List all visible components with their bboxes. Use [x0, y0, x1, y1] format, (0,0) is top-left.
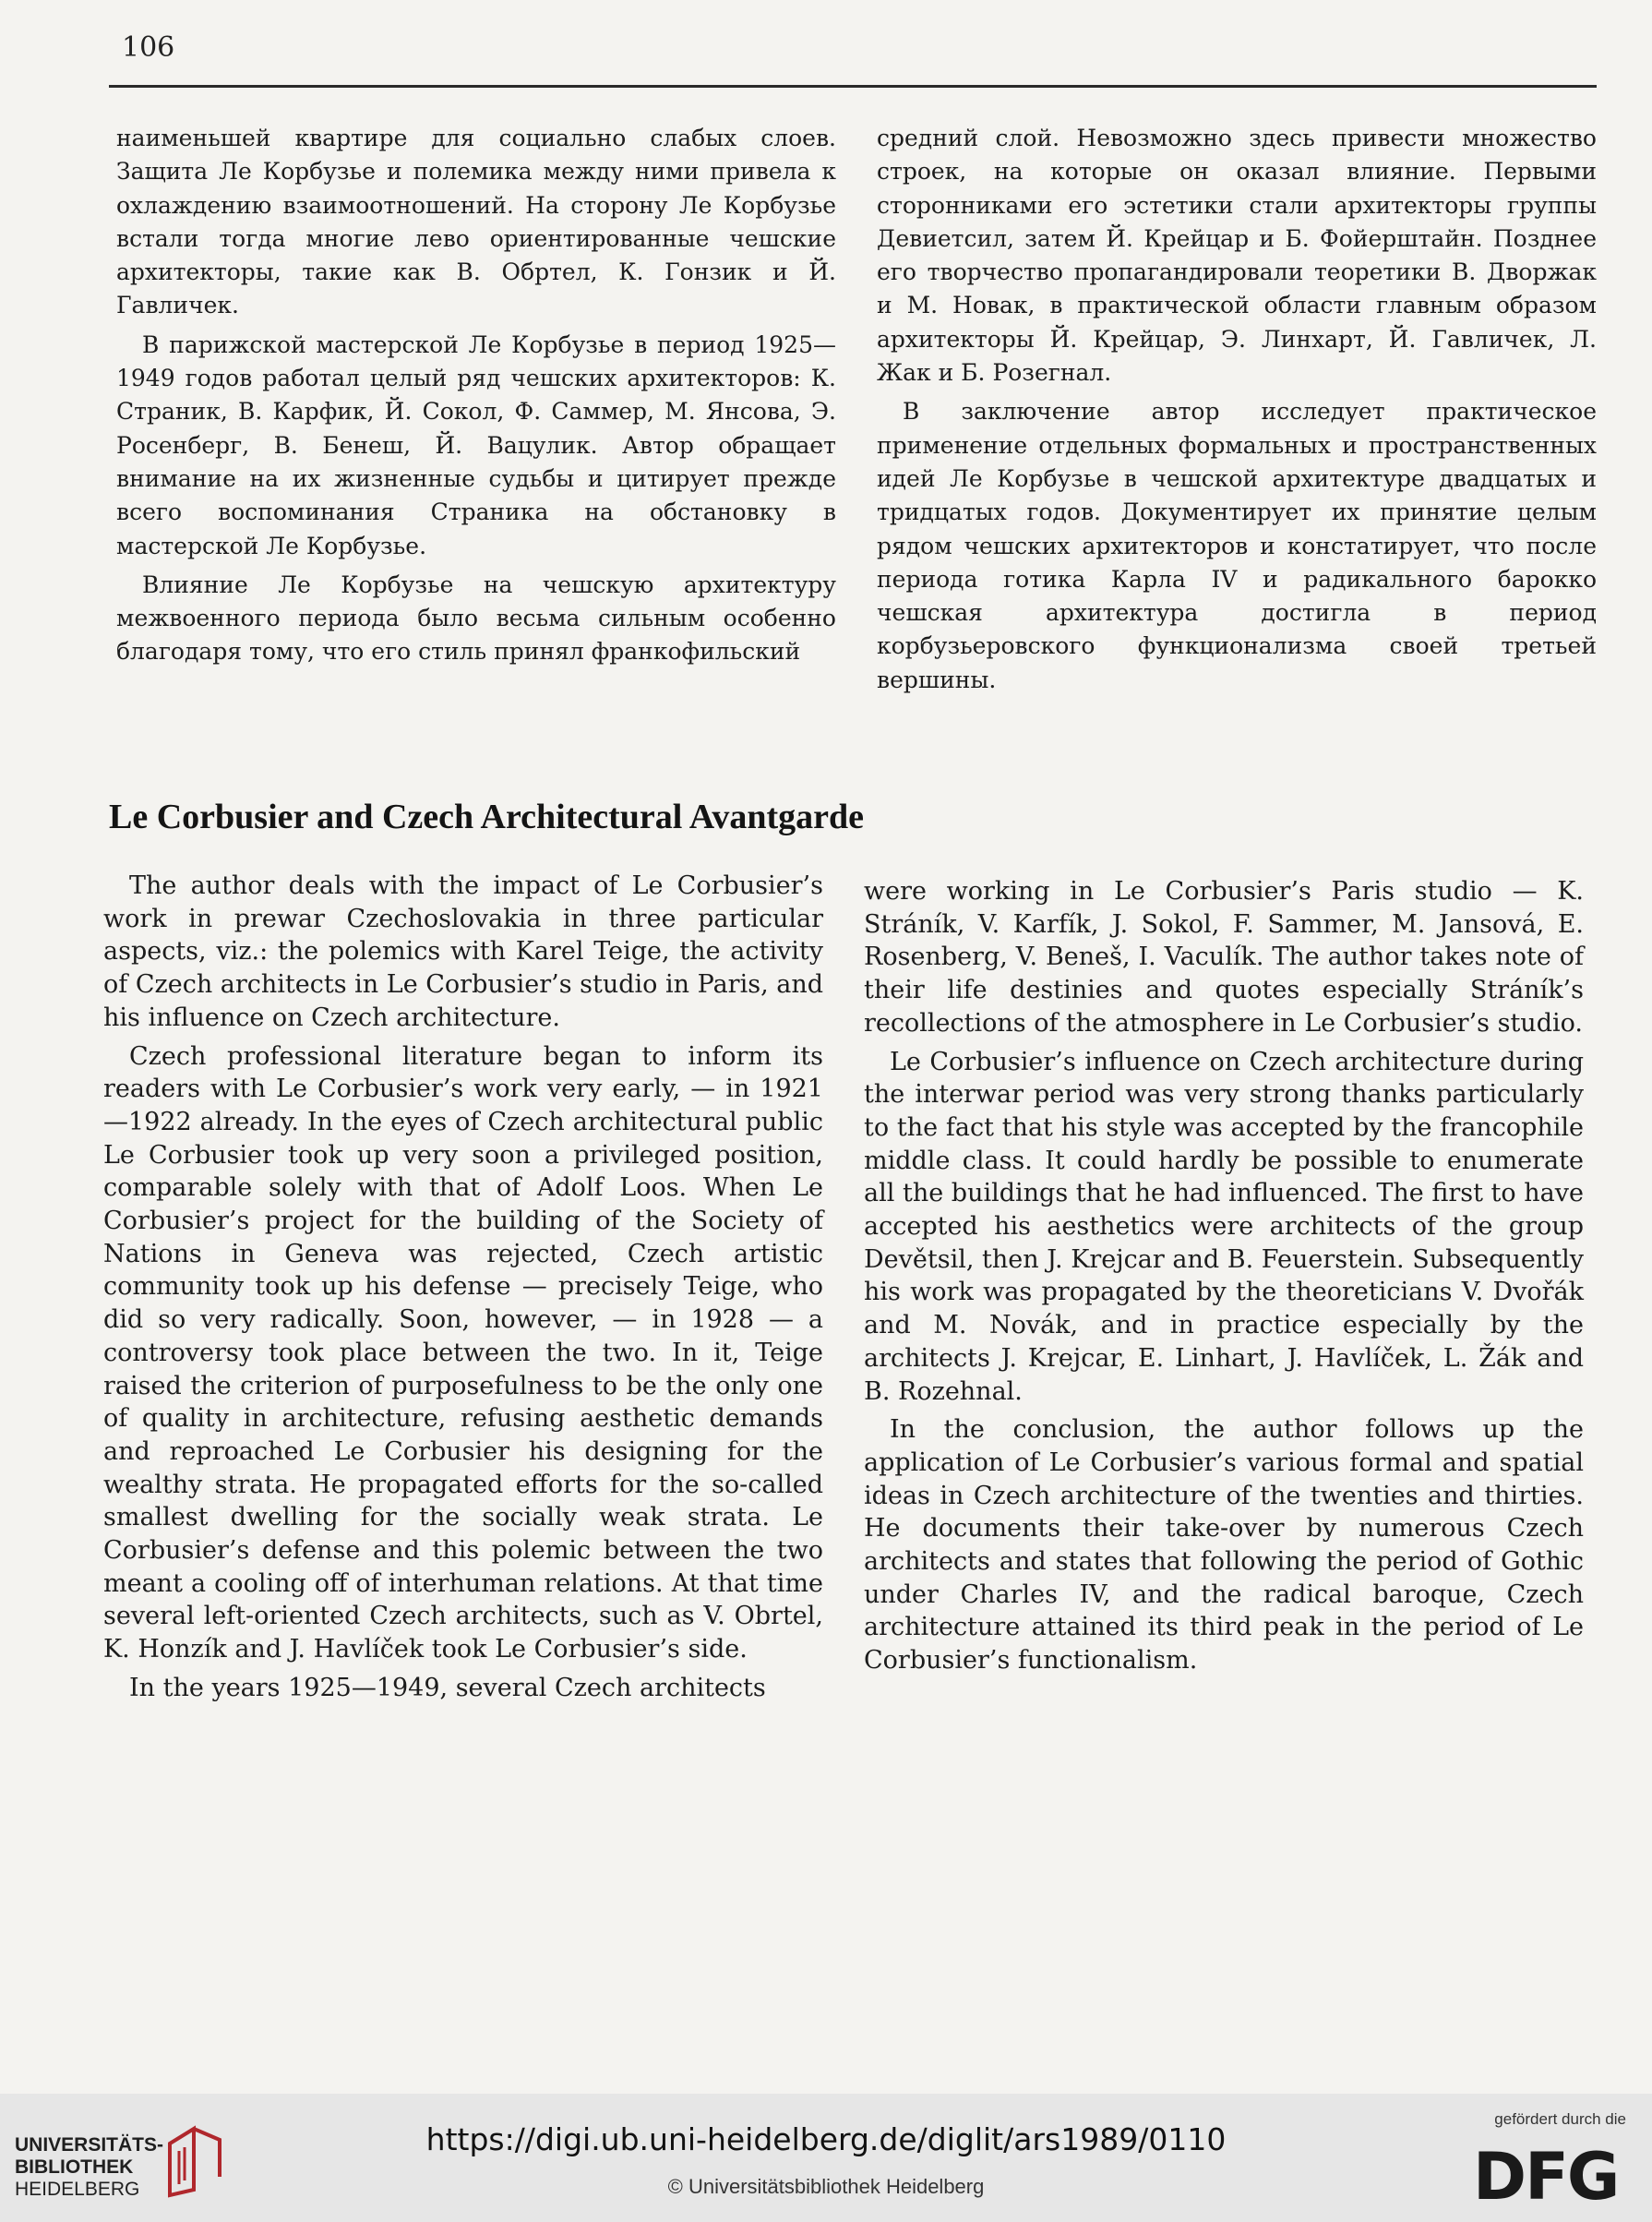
funding-caption: gefördert durch die	[1494, 2110, 1626, 2128]
article-title: Le Corbusier and Czech Architectural Avantgarde	[109, 798, 864, 837]
paragraph: средний слой. Невозможно здесь привести множество строек, на которые он оказал влияние. Первыми сторонниками его эстетики стали архитекторы группы Девиетсил, затем Й. Крейцар и Б. Фойерштайн. Позднее его творчество пропагандировали теоретики В. Дворжак и М. Новак, в практической области главным образом архитекторы Й. Крейцар, Э. Линхарт, Й. Гавличек, Л. Жак и Б. Розегнал.	[877, 125, 1597, 387]
paragraph: The author deals with the impact of Le Corbusier’s work in prewar Czechoslovakia in three particular aspects, viz.: the polemics with Karel Teige, the activity of Czech architects in Le Corbusier’s studio in Paris, and his influence on Czech architecture.	[103, 871, 824, 1032]
paragraph: В парижской мастерской Ле Корбузье в период 1925—1949 годов работал целый ряд чешских архитекторов: К. Страник, В. Карфик, Й. Сокол, Ф. Саммер, М. Янсова, Э. Росенберг, В. Бенеш, Й. Вацулик. Автор обращает внимание на их жизненные судьбы и цитирует прежде всего воспоминания Страника на обстановку в мастерской Ле Корбузье.	[116, 330, 836, 559]
paragraph: В заключение автор исследует практическое применение отдельных формальных и пространственных идей Ле Корбузье в чешской архитектуре двадцатых и тридцатых годов. Документирует их принятие целым рядом чешских архитекторов и констатирует, что после периода готика Карла IV и радикального барокко чешская архитектура достигла в период корбузьеровского функционализма своей третьей вершины.	[877, 398, 1597, 693]
page-number: 106	[122, 31, 175, 64]
russian-left-column	[116, 122, 836, 675]
library-name-line: BIBLIOTHEK	[15, 2156, 134, 2178]
document-url[interactable]: https://digi.ub.uni-heidelberg.de/diglit/ars1989/0110	[425, 2121, 1227, 2157]
paragraph: Le Corbusier’s influence on Czech architecture during the interwar period was very strong thanks particularly to the fact that his style was accepted by the francophile middle class. It could hardly be possible to enumerate all the buildings that he had influenced. The first to have accepted his aesthetics were architects of the group Devětsil, then J. Krejcar and B. Feuerstein. Subsequently his work was propagated by the theoreticians V. Dvořák and M. Novák, and in practice especially by the architects J. Krejcar, E. Linhart, J. Havlíček, L. Žák and B. Rozehnal.	[864, 1047, 1584, 1406]
footer-bar	[0, 2094, 1652, 2222]
paragraph: were working in Le Corbusier’s Paris studio — K. Stráník, V. Karfík, J. Sokol, F. Sammer, M. Jansová, E. Rosenberg, V. Beneš, I. Vaculík. The author takes note of their life destinies and quotes especially Stráník’s recollections of the atmosphere in Le Corbusier’s studio.	[864, 877, 1584, 1038]
header-rule	[109, 85, 1597, 88]
paragraph: Влияние Ле Корбузье на чешскую архитектуру межвоенного периода было весьма сильным особенно благодаря тому, что его стиль принял франкофильский	[116, 571, 836, 666]
library-logo[interactable]	[15, 2094, 292, 2222]
dfg-logo-text: DFG	[1473, 2142, 1619, 2206]
english-left-column	[103, 870, 823, 1711]
copyright-notice: © Universitätsbibliothek Heidelberg	[667, 2175, 985, 2198]
paragraph: Czech professional literature began to inform its readers with Le Corbusier’s work very early, — in 1921—1922 already. In the eyes of Czech architectural public Le Corbusier took up very soon a privileged position, comparable solely with that of Adolf Loos. When Le Corbusier’s project for the building of the Society of Nations in Geneva was rejected, Czech artistic community took up his defense — precisely Teige, who did so very radically. Soon, however, — in 1928 — a controversy took place between the two. In it, Teige raised the criterion of purposefulness to be the only one of quality in architecture, refusing aesthetic demands and reproached Le Corbusier his designing for the wealthy strata. He propagated efforts for the so-called smallest dwelling for the socially weak strata. Le Corbusier’s defense and this polemic between the two meant a cooling off of interhuman relations. At that time several left-oriented Czech architects, such as V. Obrtel, K. Honzík and J. Havlíček took Le Corbusier’s side.	[103, 1041, 823, 1664]
paragraph: In the conclusion, the author follows up the application of Le Corbusier’s various formal and spatial ideas in Czech architecture of the twenties and thirties. He documents their take-over by numerous Czech architects and states that following the period of Gothic under Charles IV, and the radical baroque, Czech architecture attained its third peak in the period of Le Corbusier’s functionalism.	[864, 1415, 1584, 1676]
dfg-block[interactable]	[1469, 2105, 1626, 2216]
dfg-logo-icon	[1473, 2142, 1626, 2206]
paragraph: наименьшей квартире для социально слабых слоев. Защита Ле Корбузье и полемика между ними привела к охлаждению взаимоотношений. На сторону Ле Корбузье встали тогда многие лево ориентированные чешские архитекторы, такие как В. Обртел, К. Гонзик и Й. Гавличек.	[116, 125, 836, 319]
library-name-line: HEIDELBERG	[15, 2179, 140, 2200]
english-right-column	[864, 875, 1584, 1683]
russian-right-column	[877, 122, 1597, 703]
paragraph: In the years 1925—1949, several Czech architects	[129, 1673, 766, 1702]
library-name-line: UNIVERSITÄTS-	[15, 2134, 164, 2156]
